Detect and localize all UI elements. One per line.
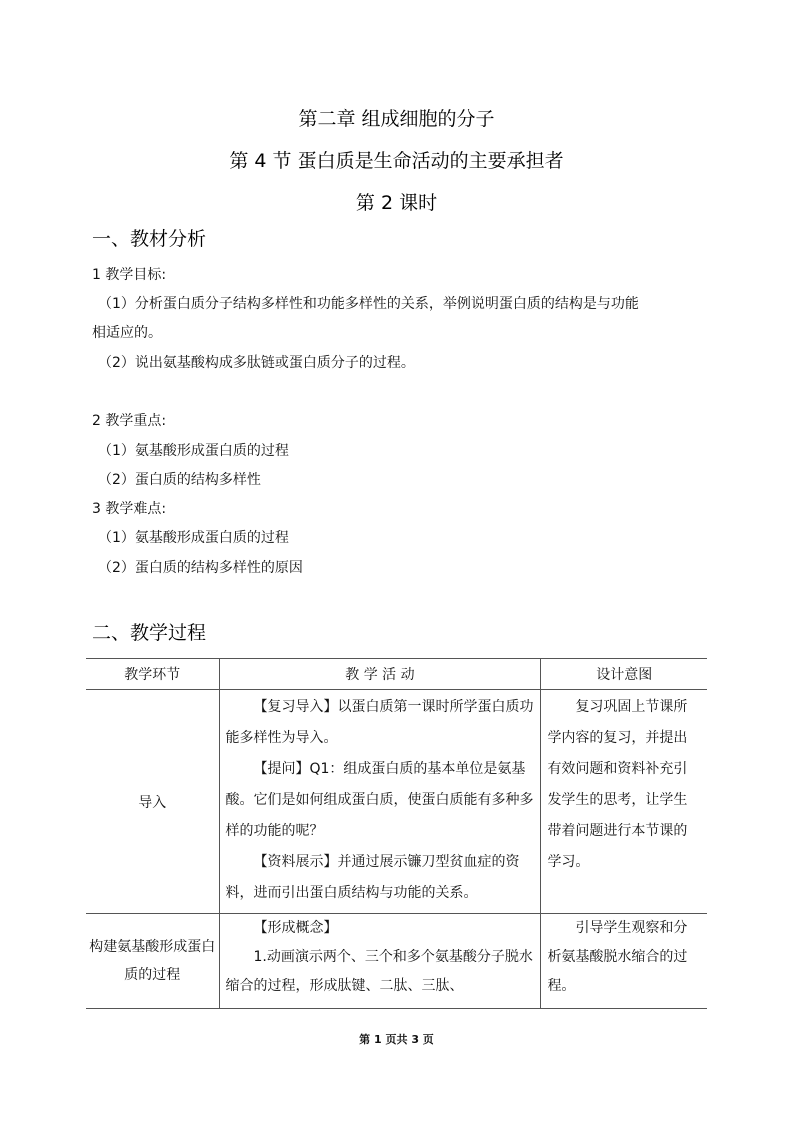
row2-stage: 构建氨基酸形成蛋白质的过程 [86,914,219,1009]
row1-activity-p1: 【复习导入】以蛋白质第一课时所学蛋白质功能多样性为导入。 [225,699,534,746]
teaching-process-table [86,658,707,1009]
difficulties-label: 3 教学难点: [92,501,167,517]
row1-intent-text: 复习巩固上节课所学内容的复习，并提出有效问题和资料补充引发学生的思考，让学生带着问题进行本节课的学习。 [547,699,688,870]
section-title: 第 4 节 蛋白质是生命活动的主要承担者 [229,150,564,172]
table-row [86,690,707,914]
part1-heading: 一、教材分析 [92,228,207,250]
key-point-2: （2）蛋白质的结构多样性 [98,472,261,488]
goal-1-line-a: （1）分析蛋白质分子结构多样性和功能多样性的关系，举例说明蛋白质的结构是与功能 [98,296,639,312]
table-row [86,914,707,1009]
goals-label: 1 教学目标: [92,267,167,283]
row1-activity [219,690,541,914]
difficulty-2: （2）蛋白质的结构多样性的原因 [98,560,303,576]
chapter-title: 第二章 组成细胞的分子 [298,108,495,130]
lesson-title: 第 2 课时 [355,192,438,214]
row2-activity-p2: 1.动画演示两个、三个和多个氨基酸分子脱水缩合的过程，形成肽键、二肽、三肽、 [225,949,533,994]
header-stage: 教学环节 [86,659,219,690]
row1-intent [541,690,707,914]
header-activity: 教 学 活 动 [219,659,541,690]
goal-1-line-b: 相适应的。 [92,325,162,341]
key-points-label: 2 教学重点: [92,413,167,429]
table-header-row [86,659,707,690]
part2-heading: 二、教学过程 [92,622,207,644]
row1-stage: 导入 [86,690,219,914]
row1-activity-p2: 【提问】Q1：组成蛋白质的基本单位是氨基酸。它们是如何组成蛋白质，使蛋白质能有多种多样的功能的呢？ [225,761,534,839]
key-point-1: （1）氨基酸形成蛋白质的过程 [98,443,289,459]
row1-activity-p3: 【资料展示】并通过展示镰刀型贫血症的资料，进而引出蛋白质结构与功能的关系。 [225,854,520,901]
goal-2: （2）说出氨基酸构成多肽链或蛋白质分子的过程。 [98,355,415,371]
row2-activity [219,914,541,1009]
header-intent: 设计意图 [541,659,707,690]
row2-intent [541,914,707,1009]
page-footer: 第 1 页共 3 页 [359,1033,434,1046]
difficulty-1: （1）氨基酸形成蛋白质的过程 [98,530,289,546]
row2-activity-p1: 【形成概念】 [253,920,338,936]
row2-intent-text: 引导学生观察和分析氨基酸脱水缩合的过程。 [547,920,688,994]
